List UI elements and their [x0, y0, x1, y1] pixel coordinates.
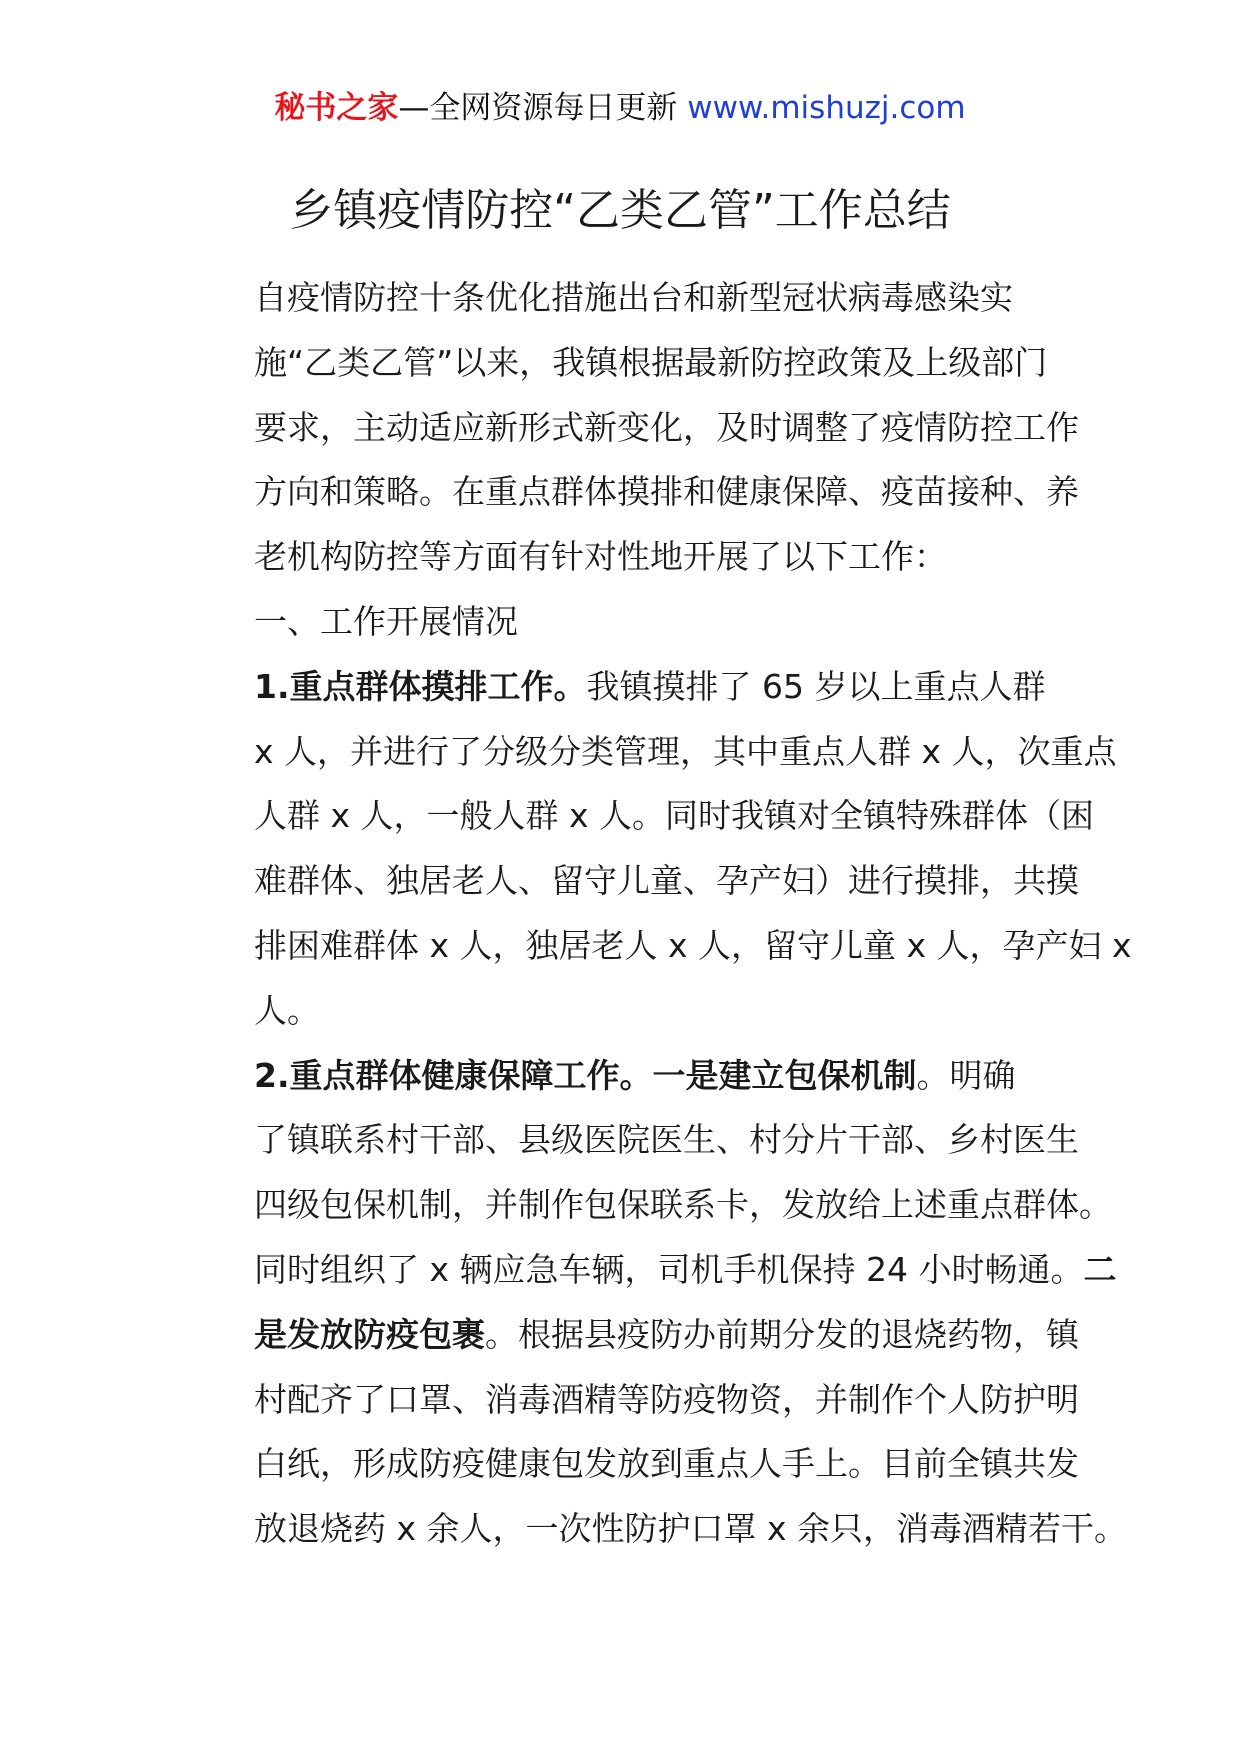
item-2-text: 同时组织了 x 辆应急车辆，司机手机保持 24 小时畅通。 [254, 1249, 1084, 1289]
text-line: 白纸，形成防疫健康包发放到重点人手上。目前全镇共发 [254, 1444, 1079, 1484]
item-1-paragraph [188, 655, 1132, 1044]
item-2-text: 。根据县疫防办前期分发的退烧药物，镇 [485, 1314, 1079, 1354]
item-1-text: 我镇摸排了 65 岁以上重点人群 [586, 666, 1046, 706]
text-line: 人。 [254, 990, 320, 1030]
banner-tagline: —全网资源每日更新 [398, 90, 678, 126]
text-line: 方向和策略。在重点群体摸排和健康保障、疫苗接种、养 [254, 472, 1079, 512]
text-line: 放退烧药 x 余人，一次性防护口罩 x 余只，消毒酒精若干。 [254, 1509, 1128, 1549]
text-line: 要求，主动适应新形式新变化，及时调整了疫情防控工作 [254, 407, 1079, 447]
brand-name: 秘书之家 [274, 90, 399, 126]
site-banner [0, 88, 1240, 128]
text-line: 四级包保机制，并制作包保联系卡，发放给上述重点群体。 [254, 1185, 1112, 1225]
item-2-subheading: 二 [1083, 1249, 1117, 1289]
item-2-paragraph [188, 1044, 1128, 1562]
text-line: 老机构防控等方面有针对性地开展了以下工作： [254, 537, 947, 577]
document-title: 乡镇疫情防控“乙类乙管”工作总结 [289, 185, 951, 236]
item-2-heading: 2.重点群体健康保障工作。一是建立包保机制 [254, 1055, 917, 1095]
text-line: 排困难群体 x 人，独居老人 x 人，留守儿童 x 人，孕产妇 x [254, 925, 1132, 965]
text-line: 人群 x 人，一般人群 x 人。同时我镇对全镇特殊群体（困 [254, 796, 1095, 836]
item-1-heading: 1.重点群体摸排工作。 [254, 666, 587, 706]
text-line: 了镇联系村干部、县级医院医生、村分片干部、乡村医生 [254, 1120, 1079, 1160]
site-url-link[interactable]: www.mishuzj.com [687, 90, 966, 126]
section-heading [188, 590, 1058, 655]
text-line [188, 655, 1058, 720]
item-2-text: 。明确 [916, 1055, 1016, 1095]
document-body [188, 266, 1132, 1562]
item-2-subheading: 是发放防疫包裹 [254, 1314, 485, 1354]
text-line [188, 1044, 1058, 1109]
text-line [188, 1303, 1079, 1368]
section-heading-text: 一、工作开展情况 [254, 601, 518, 641]
text-line: 村配齐了口罩、消毒酒精等防疫物资，并制作个人防护明 [254, 1379, 1079, 1419]
text-line [188, 1238, 1117, 1303]
intro-paragraph [188, 266, 1079, 590]
text-line: 自疫情防控十条优化措施出台和新型冠状病毒感染实 [254, 278, 1013, 317]
text-line: x 人，并进行了分级分类管理，其中重点人群 x 人，次重点 [254, 731, 1117, 771]
text-line: 难群体、独居老人、留守儿童、孕产妇）进行摸排，共摸 [254, 861, 1079, 901]
text-line: 施“乙类乙管”以来，我镇根据最新防控政策及上级部门 [254, 342, 1048, 382]
